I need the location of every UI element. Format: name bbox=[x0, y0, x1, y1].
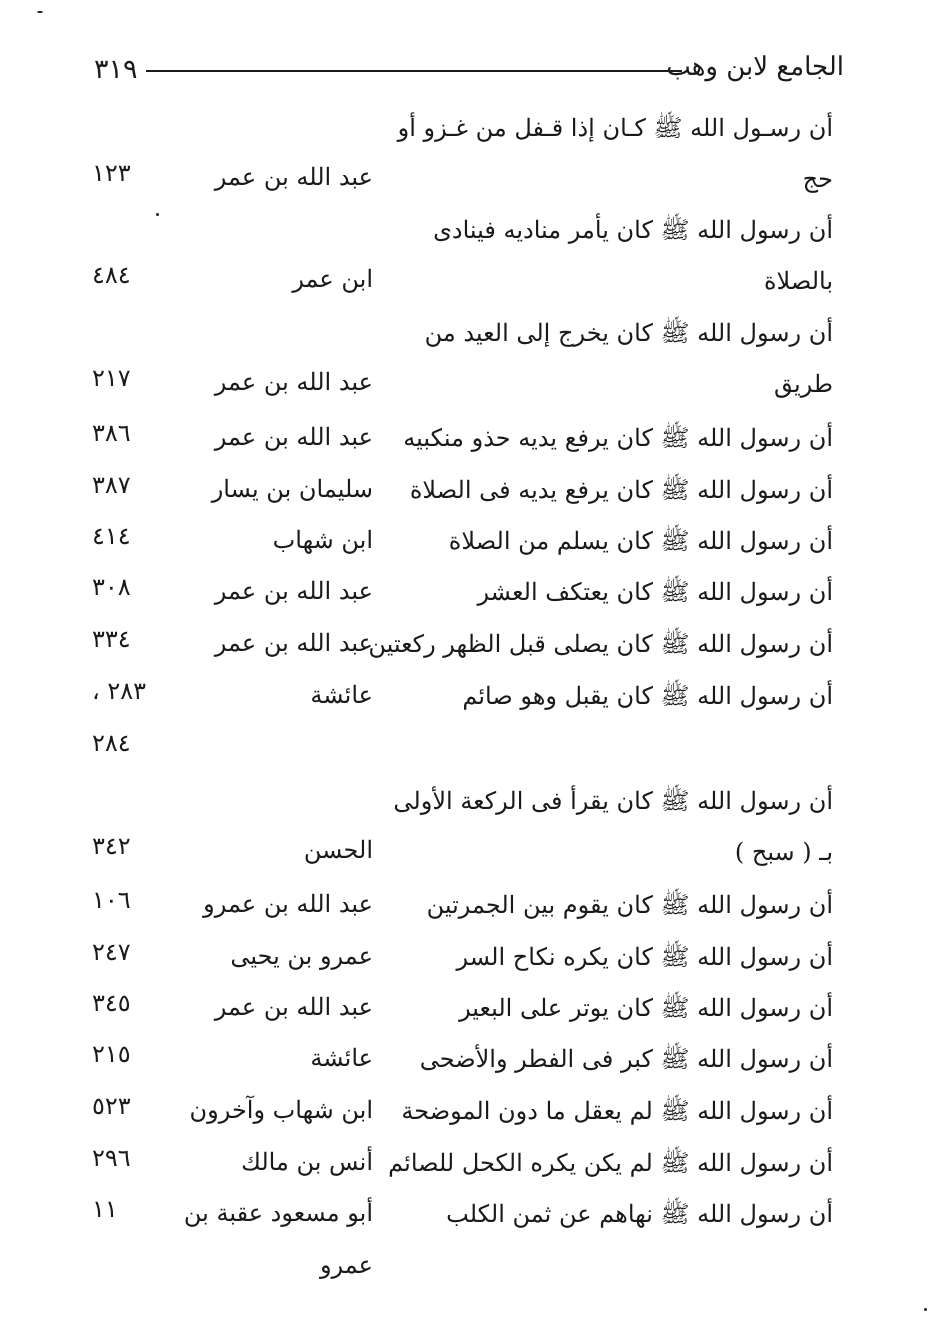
narrator-name: أنس بن مالك bbox=[241, 1148, 373, 1176]
hadith-number: ١٢٣ bbox=[92, 159, 131, 187]
hadith-text: أن رسول الله ﷺ كان يسلم من الصلاة bbox=[448, 527, 833, 555]
hadith-text: أن رسول الله ﷺ كان يوتر على البعير bbox=[459, 994, 833, 1022]
narrator-name: عبد الله بن عمر bbox=[214, 993, 373, 1021]
hadith-text: أن رسول الله ﷺ كان يقوم بين الجمرتين bbox=[426, 891, 833, 919]
narrator-name: الحسن bbox=[303, 836, 373, 864]
narrator-name: عائشة bbox=[310, 1044, 373, 1072]
hadith-text: أن رسول الله ﷺ كان يأمر مناديه فينادى bbox=[433, 216, 833, 244]
narrator-name: عبد الله بن عمر bbox=[214, 163, 373, 191]
page-header bbox=[88, 52, 850, 92]
narrator-name: سليمان بن يسار bbox=[211, 475, 373, 503]
hadith-text: حج bbox=[802, 165, 833, 193]
hadith-number: ١٠٦ bbox=[92, 886, 131, 914]
hadith-text: أن رسول الله ﷺ لم يعقل ما دون الموضحة bbox=[401, 1097, 833, 1125]
hadith-text: بالصلاة bbox=[763, 267, 833, 295]
narrator-name: ابن عمر bbox=[292, 265, 373, 293]
hadith-number: ٤٨٤ bbox=[92, 261, 131, 289]
hadith-text: أن رسول الله ﷺ كان يعتكف العشر bbox=[477, 578, 833, 606]
hadith-number: ٢٨٤ bbox=[92, 729, 131, 757]
hadith-number: ٤١٤ bbox=[92, 522, 131, 550]
scan-speck bbox=[924, 1308, 927, 1311]
hadith-number: ٣٣٤ bbox=[92, 625, 131, 653]
hadith-text: أن رسول الله ﷺ نهاهم عن ثمن الكلب bbox=[446, 1200, 833, 1228]
narrator-name: عبد الله بن عمر bbox=[214, 423, 373, 451]
hadith-text: أن رسول الله ﷺ كان يخرج إلى العيد من bbox=[424, 319, 833, 347]
hadith-number: ٣٤٢ bbox=[92, 832, 131, 860]
hadith-text: بـ ( سبح ) bbox=[734, 838, 833, 866]
hadith-number: ٥٢٣ bbox=[92, 1092, 131, 1120]
page-number: ٣١٩ bbox=[94, 54, 138, 85]
hadith-number: ٢٤٧ bbox=[92, 938, 131, 966]
hadith-text: أن رسول الله ﷺ كان يقبل وهو صائم bbox=[462, 682, 833, 710]
hadith-text: أن رسول الله ﷺ لم يكن يكره الكحل للصائم bbox=[388, 1149, 833, 1177]
hadith-number: ٣٨٦ bbox=[92, 419, 131, 447]
hadith-number: ٢١٧ bbox=[92, 364, 131, 392]
header-rule bbox=[146, 70, 682, 72]
hadith-text: أن رسول الله ﷺ كان يرفع يديه فى الصلاة bbox=[409, 476, 833, 504]
hadith-text: أن رسول الله ﷺ كان يرفع يديه حذو منكبيه bbox=[403, 424, 833, 452]
scan-speck bbox=[37, 11, 43, 13]
hadith-text: أن رسول الله ﷺ كان يقرأ فى الركعة الأولى bbox=[393, 787, 833, 815]
narrator-name: ابن شهاب bbox=[272, 526, 373, 554]
book-title: الجامع لابن وهب bbox=[666, 52, 844, 82]
narrator-name: عبد الله بن عمر bbox=[214, 629, 373, 657]
narrator-name: عمرو bbox=[319, 1251, 373, 1279]
narrator-name: عبد الله بن عمرو bbox=[203, 890, 373, 918]
narrator-name: عبد الله بن عمر bbox=[214, 577, 373, 605]
narrator-name: عبد الله بن عمر bbox=[214, 368, 373, 396]
hadith-text: طريق bbox=[773, 370, 833, 398]
hadith-number: ٢٩٦ bbox=[92, 1144, 131, 1172]
hadith-text: أن رسـول الله ﷺ كـان إذا قـفل من غـزو أو bbox=[397, 114, 833, 142]
narrator-name: عائشة bbox=[310, 681, 373, 709]
hadith-text: أن رسول الله ﷺ كان يصلى قبل الظهر ركعتين bbox=[368, 630, 833, 658]
hadith-number: ٢١٥ bbox=[92, 1040, 131, 1068]
narrator-name: ابن شهاب وآخرون bbox=[189, 1096, 373, 1124]
hadith-number: ١١ bbox=[92, 1195, 118, 1223]
hadith-number: ٣٤٥ bbox=[92, 989, 131, 1017]
hadith-number: ٣٨٧ bbox=[92, 471, 131, 499]
scan-speck bbox=[156, 213, 159, 216]
hadith-number: ٣٠٨ bbox=[92, 573, 131, 601]
hadith-text: أن رسول الله ﷺ كبر فى الفطر والأضحى bbox=[419, 1045, 833, 1073]
hadith-number: ٢٨٣ ، bbox=[92, 677, 147, 705]
hadith-text: أن رسول الله ﷺ كان يكره نكاح السر bbox=[456, 943, 833, 971]
narrator-name: عمرو بن يحيى bbox=[230, 942, 373, 970]
narrator-name: أبو مسعود عقبة بن bbox=[183, 1199, 373, 1227]
